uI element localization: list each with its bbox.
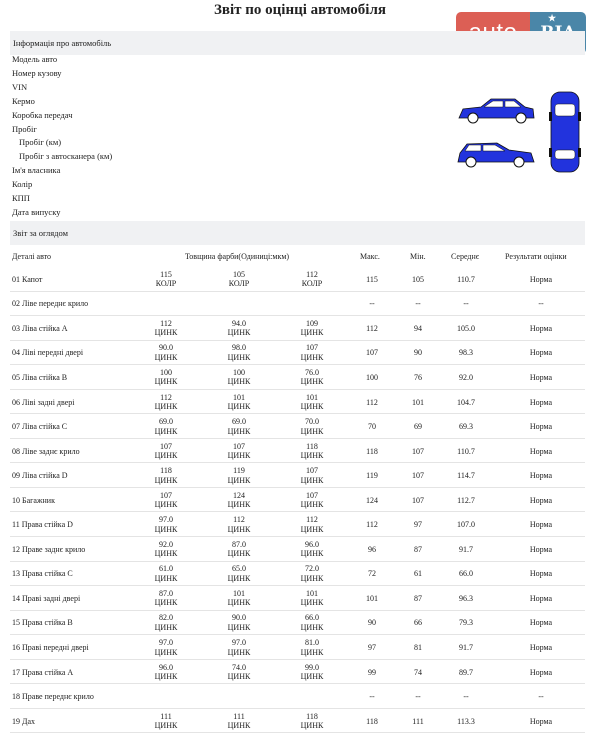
measurement-type: ЦИНК bbox=[300, 377, 324, 387]
measurement-value: 87.0 bbox=[159, 588, 173, 598]
measurement-cell bbox=[282, 488, 342, 513]
measurement-value: 90.0 bbox=[159, 343, 173, 353]
min-cell: 87 bbox=[414, 593, 422, 603]
result-cell: Норма bbox=[529, 593, 553, 603]
max-cell: 115 bbox=[366, 274, 378, 284]
max-cell: -- bbox=[369, 692, 375, 702]
measurement-value: 111 bbox=[233, 711, 245, 721]
measurement-cell bbox=[282, 537, 342, 562]
min-cell: 105 bbox=[412, 274, 424, 284]
result-cell: Норма bbox=[529, 323, 553, 333]
measurement-type: ЦИНК bbox=[227, 524, 251, 534]
part-name-cell: 06 Ліві задні двері bbox=[12, 397, 75, 407]
avg-cell: 69.3 bbox=[459, 422, 473, 432]
measurement-cell bbox=[209, 660, 269, 685]
info-field-label: Пробіг з автосканера (км) bbox=[19, 151, 113, 162]
result-cell: Норма bbox=[529, 667, 553, 677]
part-name-cell: 17 Права стійка A bbox=[12, 667, 74, 677]
measurement-type: ЦИНК bbox=[227, 721, 251, 731]
measurement-cell bbox=[136, 660, 196, 685]
avg-cell: -- bbox=[463, 299, 469, 309]
measurement-value: 87.0 bbox=[232, 539, 246, 549]
measurement-type: ЦИНК bbox=[300, 328, 324, 338]
part-name-cell: 13 Права стійка C bbox=[12, 569, 73, 579]
measurement-value: 107 bbox=[160, 490, 172, 500]
info-field-label: Коробка передач bbox=[12, 109, 73, 120]
measurement-value: 61.0 bbox=[159, 564, 173, 574]
measurement-cell bbox=[209, 562, 269, 587]
measurement-type: ЦИНК bbox=[227, 647, 251, 657]
avg-cell: 113.3 bbox=[457, 716, 475, 726]
measurement-cell bbox=[282, 611, 342, 636]
info-field-label: Ім'я власника bbox=[12, 165, 61, 176]
measurement-type: ЦИНК bbox=[154, 524, 178, 534]
measurement-cell bbox=[136, 267, 196, 292]
measurement-type: ЦИНК bbox=[300, 524, 324, 534]
measurement-cell bbox=[209, 488, 269, 513]
measurement-value: 72.0 bbox=[305, 564, 319, 574]
measurement-type: ЦИНК bbox=[300, 647, 324, 657]
part-name-cell: 09 Ліва стійка D bbox=[12, 471, 68, 481]
measurement-type: ЦИНК bbox=[227, 598, 251, 608]
col-min-header: Мін. bbox=[410, 252, 426, 261]
measurement-cell bbox=[209, 611, 269, 636]
max-cell: 70 bbox=[368, 422, 376, 432]
measurement-type: ЦИНК bbox=[227, 328, 251, 338]
result-cell: Норма bbox=[529, 520, 553, 530]
max-cell: 72 bbox=[368, 569, 376, 579]
info-field-label: Колір bbox=[12, 179, 33, 190]
measurement-cell bbox=[136, 341, 196, 366]
table-row bbox=[10, 365, 585, 390]
min-cell: 107 bbox=[412, 495, 424, 505]
part-name-cell: 16 Праві передні двері bbox=[12, 643, 89, 652]
measurement-value: 107 bbox=[306, 343, 318, 353]
measurement-value: 100 bbox=[160, 367, 172, 377]
measurement-type: КОЛР bbox=[155, 279, 177, 289]
measurement-value: 105 bbox=[233, 269, 245, 279]
measurement-cell bbox=[209, 635, 269, 660]
measurement-cell bbox=[282, 390, 342, 415]
part-name-cell: 07 Ліва стійка C bbox=[12, 422, 68, 432]
measurement-cell bbox=[136, 709, 196, 733]
measurement-value: 115 bbox=[160, 269, 172, 279]
max-cell: 107 bbox=[366, 348, 378, 358]
part-name-cell: 05 Ліва стійка B bbox=[12, 372, 68, 382]
measurement-type: ЦИНК bbox=[227, 352, 251, 362]
table-row bbox=[10, 635, 585, 660]
max-cell: -- bbox=[369, 299, 375, 309]
avg-cell: 104.7 bbox=[457, 397, 475, 407]
measurement-value: 97.0 bbox=[232, 638, 246, 647]
measurement-cell bbox=[282, 562, 342, 587]
table-row bbox=[10, 537, 585, 562]
info-field-label: Пробіг (км) bbox=[19, 137, 62, 148]
measurement-cell bbox=[136, 586, 196, 611]
measurement-value: 101 bbox=[306, 392, 318, 402]
car-diagram bbox=[455, 90, 585, 180]
measurement-value: 76.0 bbox=[305, 367, 319, 377]
result-cell: Норма bbox=[529, 397, 553, 407]
min-cell: 76 bbox=[414, 372, 422, 382]
measurement-cell bbox=[282, 684, 342, 709]
info-field-label: VIN bbox=[12, 81, 28, 92]
measurement-cell bbox=[209, 439, 269, 464]
result-cell: Норма bbox=[529, 471, 553, 481]
measurement-cell bbox=[136, 537, 196, 562]
measurement-value: 100 bbox=[233, 367, 245, 377]
table-row bbox=[10, 390, 585, 415]
measurement-value: 101 bbox=[306, 588, 318, 598]
measurement-cell bbox=[282, 586, 342, 611]
result-cell: Норма bbox=[529, 643, 553, 652]
measurement-value: 81.0 bbox=[305, 638, 319, 647]
measurement-cell bbox=[209, 709, 269, 733]
measurement-value: 65.0 bbox=[232, 564, 246, 574]
measurement-cell bbox=[209, 684, 269, 709]
avg-cell: 105.0 bbox=[457, 323, 475, 333]
measurement-value: 70.0 bbox=[305, 417, 319, 427]
max-cell: 119 bbox=[366, 471, 378, 481]
min-cell: 66 bbox=[414, 618, 422, 628]
table-row bbox=[10, 611, 585, 636]
measurement-value: 118 bbox=[306, 441, 318, 451]
table-row bbox=[10, 660, 585, 685]
measurement-type: ЦИНК bbox=[154, 500, 178, 510]
measurement-type: ЦИНК bbox=[300, 622, 324, 632]
measurement-cell bbox=[209, 341, 269, 366]
measurement-type: ЦИНК bbox=[300, 721, 324, 731]
measurement-type: ЦИНК bbox=[300, 402, 324, 411]
measurement-type: ЦИНК bbox=[154, 402, 178, 411]
measurement-value: 112 bbox=[160, 318, 172, 328]
avg-cell: 89.7 bbox=[459, 667, 473, 677]
avg-cell: 66.0 bbox=[459, 569, 473, 579]
part-name-cell: 11 Права стійка D bbox=[12, 520, 73, 530]
measurement-value: 111 bbox=[160, 711, 172, 721]
result-cell: -- bbox=[538, 692, 544, 702]
min-cell: 81 bbox=[414, 643, 422, 652]
measurement-cell bbox=[209, 390, 269, 415]
max-cell: 118 bbox=[366, 716, 378, 726]
measurement-cell bbox=[209, 513, 269, 538]
measurement-cell bbox=[209, 292, 269, 317]
avg-cell: 110.7 bbox=[457, 274, 475, 284]
part-name-cell: 15 Права стійка B bbox=[12, 618, 73, 628]
max-cell: 112 bbox=[366, 323, 378, 333]
max-cell: 96 bbox=[368, 544, 376, 554]
measurement-type: ЦИНК bbox=[227, 672, 251, 682]
info-field-label: Модель авто bbox=[12, 54, 58, 64]
result-cell: Норма bbox=[529, 569, 553, 579]
col-thickness-header: Товщина фарби(Одиниці:мкм) bbox=[185, 252, 290, 261]
measurement-type: ЦИНК bbox=[227, 549, 251, 559]
measurement-cell bbox=[136, 414, 196, 439]
measurement-value: 90.0 bbox=[232, 613, 246, 623]
measurement-type: ЦИНК bbox=[227, 622, 251, 632]
measurement-cell bbox=[282, 709, 342, 733]
measurement-type: ЦИНК bbox=[300, 549, 324, 559]
info-field-label: Пробіг bbox=[12, 123, 37, 134]
min-cell: 107 bbox=[412, 446, 424, 456]
part-name-cell: 10 Багажник bbox=[12, 495, 55, 505]
measurement-type: КОЛР bbox=[301, 279, 323, 289]
measurement-value: 92.0 bbox=[159, 539, 173, 549]
measurement-value: 98.0 bbox=[232, 343, 246, 353]
max-cell: 99 bbox=[368, 667, 376, 677]
measurement-type: ЦИНК bbox=[300, 573, 324, 583]
table-row bbox=[10, 316, 585, 341]
max-cell: 90 bbox=[368, 618, 376, 628]
measurement-cell bbox=[282, 439, 342, 464]
col-max-header: Макс. bbox=[360, 252, 380, 261]
car-info-section-header: Інформація про автомобіль bbox=[10, 31, 585, 55]
avg-cell: 91.7 bbox=[459, 643, 473, 652]
measurement-cell bbox=[136, 439, 196, 464]
table-row bbox=[10, 292, 585, 317]
measurement-cell bbox=[136, 292, 196, 317]
measurement-cell bbox=[136, 390, 196, 415]
info-field-label: Кермо bbox=[12, 95, 35, 106]
measurement-cell bbox=[282, 414, 342, 439]
table-row bbox=[10, 414, 585, 439]
measurement-value: 119 bbox=[233, 466, 245, 476]
result-cell: Норма bbox=[529, 544, 553, 554]
measurement-type: ЦИНК bbox=[154, 573, 178, 583]
max-cell: 118 bbox=[366, 446, 378, 456]
measurement-cell bbox=[209, 414, 269, 439]
measurement-cell bbox=[209, 267, 269, 292]
min-cell: 74 bbox=[414, 667, 422, 677]
info-field-label: КПП bbox=[12, 193, 30, 203]
measurement-value: 107 bbox=[306, 466, 318, 476]
measurement-value: 69.0 bbox=[159, 417, 173, 427]
avg-cell: 98.3 bbox=[459, 348, 473, 358]
measurement-value: 112 bbox=[306, 269, 318, 279]
part-name-cell: 08 Ліве заднє крило bbox=[12, 446, 80, 456]
measurement-cell bbox=[282, 341, 342, 366]
measurement-value: 109 bbox=[306, 318, 318, 328]
car-side-view-icon bbox=[459, 99, 534, 123]
measurement-type: ЦИНК bbox=[227, 475, 251, 485]
measurement-cell bbox=[282, 660, 342, 685]
measurement-type: ЦИНК bbox=[227, 500, 251, 510]
avg-cell: 91.7 bbox=[459, 544, 473, 554]
max-cell: 112 bbox=[366, 520, 378, 530]
measurement-cell bbox=[282, 267, 342, 292]
measurement-type: ЦИНК bbox=[154, 451, 178, 461]
measurement-cell bbox=[136, 611, 196, 636]
measurement-value: 107 bbox=[306, 490, 318, 500]
measurement-value: 112 bbox=[160, 392, 172, 402]
max-cell: 124 bbox=[366, 495, 378, 505]
measurement-value: 112 bbox=[233, 515, 245, 525]
info-field-label: Дата випуску bbox=[12, 206, 61, 217]
result-cell: Норма bbox=[529, 372, 553, 382]
measurement-type: ЦИНК bbox=[300, 475, 324, 485]
part-name-cell: 12 Праве заднє крило bbox=[12, 544, 86, 554]
measurement-value: 107 bbox=[233, 441, 245, 451]
max-cell: 112 bbox=[366, 397, 378, 407]
measurement-value: 82.0 bbox=[159, 613, 173, 623]
measurement-type: ЦИНК bbox=[154, 475, 178, 485]
measurement-type: ЦИНК bbox=[154, 647, 178, 657]
measurement-type: ЦИНК bbox=[300, 426, 324, 436]
measurement-type: ЦИНК bbox=[300, 598, 324, 608]
avg-cell: 110.7 bbox=[457, 446, 475, 456]
measurement-value: 124 bbox=[233, 490, 245, 500]
car-side-view-icon bbox=[458, 143, 534, 167]
measurement-value: 96.0 bbox=[305, 539, 319, 549]
result-cell: Норма bbox=[529, 274, 553, 284]
col-result-header: Результати оцінки bbox=[505, 252, 567, 261]
min-cell: 94 bbox=[414, 323, 422, 333]
result-cell: Норма bbox=[529, 446, 553, 456]
part-name-cell: 03 Ліва стійка A bbox=[12, 323, 68, 333]
table-row bbox=[10, 267, 585, 292]
avg-cell: 96.3 bbox=[459, 593, 473, 603]
measurement-cell bbox=[136, 635, 196, 660]
measurement-type: ЦИНК bbox=[300, 451, 324, 461]
part-name-cell: 01 Капот bbox=[12, 274, 43, 284]
max-cell: 100 bbox=[366, 372, 378, 382]
measurement-type: ЦИНК bbox=[154, 352, 178, 362]
min-cell: 107 bbox=[412, 471, 424, 481]
inspection-section-header: Звіт за оглядом bbox=[10, 221, 585, 245]
measurement-cell bbox=[282, 316, 342, 341]
col-part-header: Деталі авто bbox=[12, 252, 52, 261]
table-row bbox=[10, 488, 585, 513]
table-row bbox=[10, 709, 585, 733]
min-cell: 90 bbox=[414, 348, 422, 358]
measurement-type: ЦИНК bbox=[154, 426, 178, 436]
measurement-value: 97.0 bbox=[159, 515, 173, 525]
measurement-cell bbox=[136, 513, 196, 538]
min-cell: -- bbox=[415, 299, 421, 309]
table-row bbox=[10, 513, 585, 538]
measurement-type: ЦИНК bbox=[300, 672, 324, 682]
measurement-cell bbox=[209, 586, 269, 611]
avg-cell: -- bbox=[463, 692, 469, 702]
report-title: Звіт по оцінці автомобіля bbox=[213, 2, 387, 18]
info-field-label: Номер кузову bbox=[12, 67, 62, 78]
measurement-cell bbox=[282, 365, 342, 390]
table-row bbox=[10, 562, 585, 587]
measurement-value: 96.0 bbox=[159, 662, 173, 672]
measurement-type: ЦИНК bbox=[227, 402, 251, 411]
table-row bbox=[10, 341, 585, 366]
min-cell: 61 bbox=[414, 569, 422, 579]
col-avg-header: Середнє bbox=[451, 252, 480, 261]
measurement-cell bbox=[209, 316, 269, 341]
result-cell: Норма bbox=[529, 422, 553, 432]
min-cell: 111 bbox=[412, 716, 424, 726]
measurement-cell bbox=[282, 513, 342, 538]
measurement-value: 66.0 bbox=[305, 613, 319, 623]
measurement-value: 101 bbox=[233, 588, 245, 598]
measurement-type: ЦИНК bbox=[154, 549, 178, 559]
max-cell: 101 bbox=[366, 593, 378, 603]
avg-cell: 79.3 bbox=[459, 618, 473, 628]
car-top-view-icon bbox=[549, 92, 581, 172]
measurement-cell bbox=[136, 316, 196, 341]
star-icon: ★ bbox=[548, 14, 557, 24]
measurement-type: ЦИНК bbox=[154, 328, 178, 338]
min-cell: 97 bbox=[414, 520, 422, 530]
measurement-type: ЦИНК bbox=[227, 377, 251, 387]
measurement-cell bbox=[136, 463, 196, 488]
measurement-cell bbox=[282, 635, 342, 660]
measurement-value: 118 bbox=[160, 466, 172, 476]
measurement-value: 112 bbox=[306, 515, 318, 525]
measurement-type: ЦИНК bbox=[300, 352, 324, 362]
measurement-type: ЦИНК bbox=[227, 573, 251, 583]
measurement-value: 118 bbox=[306, 711, 318, 721]
part-name-cell: 02 Ліве переднє крило bbox=[12, 299, 89, 309]
result-cell: Норма bbox=[529, 618, 553, 628]
measurement-type: ЦИНК bbox=[154, 598, 178, 608]
part-name-cell: 19 Дах bbox=[12, 716, 36, 726]
measurement-cell bbox=[136, 365, 196, 390]
measurement-type: ЦИНК bbox=[154, 672, 178, 682]
table-row bbox=[10, 439, 585, 464]
measurement-value: 99.0 bbox=[305, 662, 319, 672]
measurement-type: ЦИНК bbox=[227, 426, 251, 436]
min-cell: 87 bbox=[414, 544, 422, 554]
measurement-type: ЦИНК bbox=[154, 377, 178, 387]
measurement-value: 94.0 bbox=[232, 318, 246, 328]
measurement-cell bbox=[282, 463, 342, 488]
result-cell: -- bbox=[538, 299, 544, 309]
avg-cell: 107.0 bbox=[457, 520, 475, 530]
measurement-type: ЦИНК bbox=[227, 451, 251, 461]
table-row bbox=[10, 586, 585, 611]
measurement-cell bbox=[136, 488, 196, 513]
part-name-cell: 14 Праві задні двері bbox=[12, 593, 81, 603]
avg-cell: 114.7 bbox=[457, 471, 475, 481]
part-name-cell: 18 Праве переднє крило bbox=[12, 692, 94, 702]
measurement-cell bbox=[282, 292, 342, 317]
max-cell: 97 bbox=[368, 643, 376, 652]
measurement-cell bbox=[209, 365, 269, 390]
result-cell: Норма bbox=[529, 495, 553, 505]
measurement-value: 74.0 bbox=[232, 662, 246, 672]
measurement-value: 69.0 bbox=[232, 417, 246, 427]
part-name-cell: 04 Ліві передні двері bbox=[12, 348, 84, 358]
measurement-value: 107 bbox=[160, 441, 172, 451]
min-cell: 69 bbox=[414, 422, 422, 432]
table-row bbox=[10, 463, 585, 488]
measurement-cell bbox=[209, 537, 269, 562]
measurement-cell bbox=[209, 463, 269, 488]
measurement-cell bbox=[136, 684, 196, 709]
measurement-cell bbox=[136, 562, 196, 587]
table-row bbox=[10, 684, 585, 709]
measurement-value: 101 bbox=[233, 392, 245, 402]
avg-cell: 112.7 bbox=[457, 495, 475, 505]
min-cell: -- bbox=[415, 692, 421, 702]
result-cell: Норма bbox=[529, 348, 553, 358]
measurement-type: ЦИНК bbox=[154, 721, 178, 731]
avg-cell: 92.0 bbox=[459, 372, 473, 382]
result-cell: Норма bbox=[529, 716, 553, 726]
measurement-type: ЦИНК bbox=[154, 622, 178, 632]
measurement-value: 97.0 bbox=[159, 638, 173, 647]
min-cell: 101 bbox=[412, 397, 424, 407]
measurement-type: КОЛР bbox=[228, 279, 250, 289]
measurement-type: ЦИНК bbox=[300, 500, 324, 510]
